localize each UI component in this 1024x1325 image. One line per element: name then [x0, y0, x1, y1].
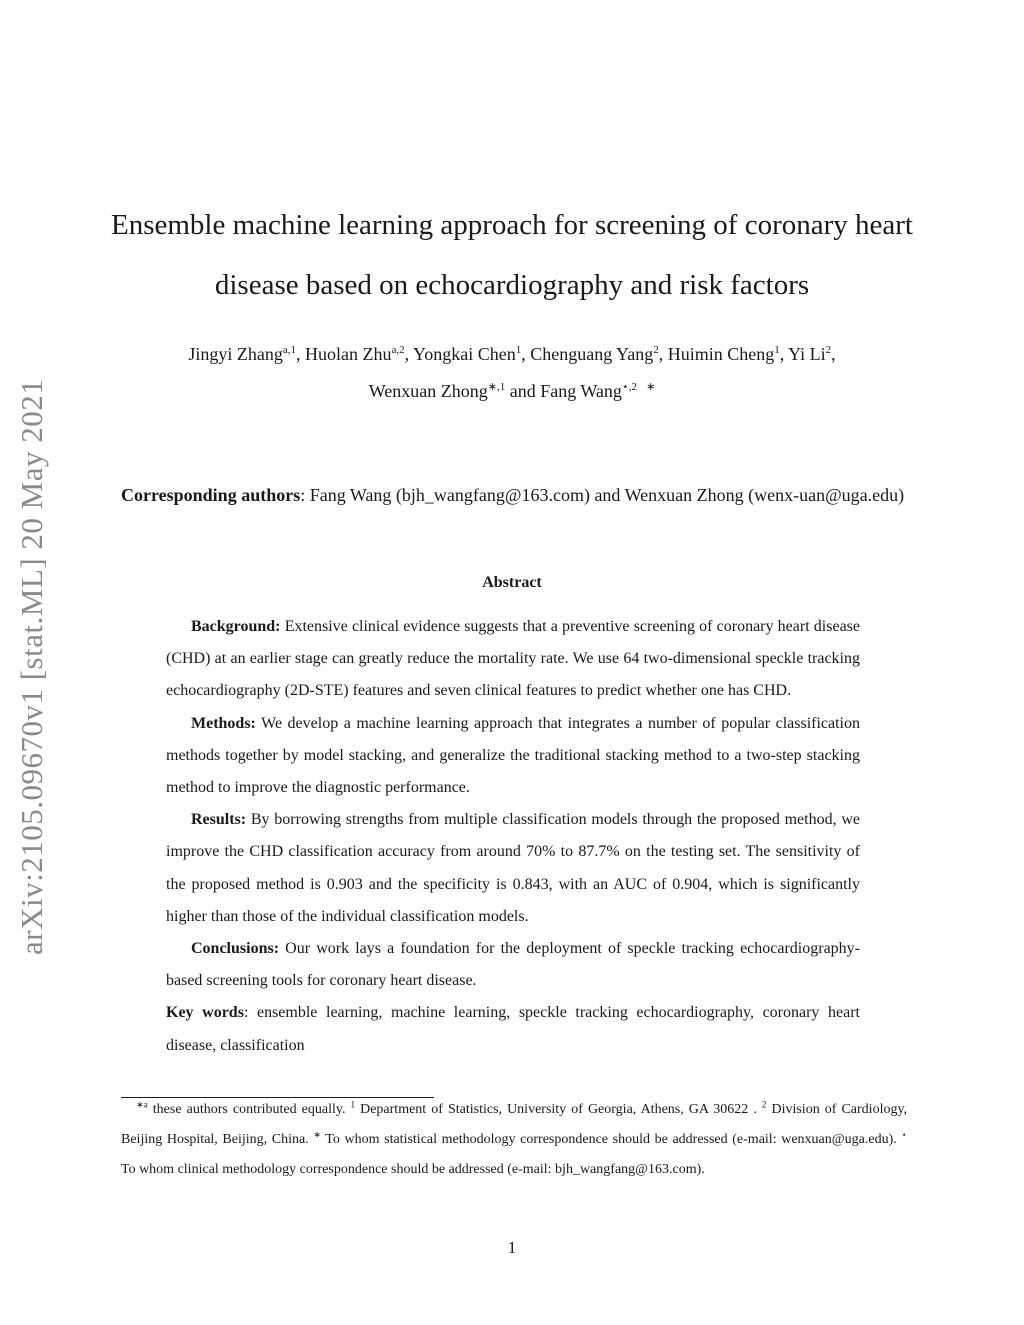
author-name: Huimin Cheng [667, 344, 775, 364]
author-name: Jingyi Zhang [188, 344, 283, 364]
author-name: Yi Li [788, 344, 826, 364]
author-name: Chenguang Yang [530, 344, 654, 364]
footnote-mark: ∗ [313, 1129, 321, 1140]
section-label: Results: [191, 811, 247, 829]
author-affiliation-mark: ⋆,2 [621, 381, 638, 393]
footnote-text: To whom clinical methodology correspondence should be addressed (e-mail: bjh_wangfang@163.com). [121, 1162, 705, 1177]
corresponding-authors-text: : Fang Wang (bjh_wangfang@163.com) and Wenxuan Zhong (wenx-uan@uga.edu) [300, 485, 905, 505]
abstract-keywords [166, 997, 860, 1061]
section-text: We develop a machine learning approach that integrates a number of popular classification methods together by model stacking, and generalize the traditional stacking method to a two-step stacking method to improve the diagnostic performance. [166, 714, 861, 797]
abstract-body [166, 611, 860, 1062]
author-affiliation-mark: 1 [774, 344, 780, 356]
page-number: 1 [507, 1238, 517, 1257]
section-label: Background: [191, 618, 281, 635]
abstract-conclusions [166, 933, 860, 997]
author-affiliation-mark: 1 [515, 344, 522, 356]
author-list: Jingyi Zhang$^{a,1}$, Huolan Zhu$^{a,2}$, Yongkai Chen$^1$, Chenguang Yang$^2$, Huimin Cheng$^1$, Yi Li$^2$, Wenxuan Zhong$^{∗,1}$ and Fang Wang$^{⋆,2}$ ∗ [188, 344, 836, 401]
author-name: Wenxuan Zhong [368, 381, 488, 401]
abstract-background [166, 611, 860, 708]
footnote-mark: ⋆ [901, 1129, 908, 1140]
author-affiliation-mark: a,1 [282, 344, 297, 356]
footnote-mark: ∗a [136, 1099, 148, 1110]
footnote-mark: 2 [761, 1099, 767, 1110]
corresponding-authors-label: Corresponding authors [121, 485, 301, 505]
author-name: Fang Wang [540, 381, 622, 401]
author-affiliation-mark: 2 [653, 344, 659, 356]
corresponding-authors [121, 477, 907, 514]
footnote-text: Division of Cardiology, Beijing Hospital, Beijing, China. [121, 1102, 908, 1147]
section-label: Key words [166, 1004, 244, 1022]
footnote-text: To whom statistical methodology correspondence should be addressed (e-mail: wenxuan@uga.edu). [325, 1132, 897, 1147]
author-footnote-mark: ∗ [646, 381, 656, 393]
author-name: Huolan Zhu [305, 344, 392, 364]
author-affiliation-mark: ∗,1 [487, 381, 506, 393]
section-label: Methods: [191, 714, 256, 732]
footnote-text: Department of Statistics, University of Georgia, Athens, GA 30622 . [360, 1102, 757, 1117]
author-affiliation-mark: a,2 [391, 344, 405, 356]
paper-title: Ensemble machine learning approach for screening of coronary heart disease based on echocardiography and risk factors [111, 209, 913, 301]
abstract-results [166, 804, 860, 933]
author-affiliation-mark: 2 [825, 344, 832, 356]
section-label: Conclusions: [191, 940, 280, 958]
footnote-mark: 1 [350, 1099, 356, 1110]
section-text: Extensive clinical evidence suggests that a preventive screening of coronary heart disease (CHD) at an earlier stage can greatly reduce the mortality rate. We use 64 two-dimensional speckle tracking echocardiography (2D-STE) features and seven clinical features to predict whether one has CHD. [166, 618, 861, 700]
author-name: Yongkai Chen [413, 344, 516, 364]
section-text: : ensemble learning, machine learning, speckle tracking echocardiography, coronary heart disease, classification [166, 1004, 861, 1054]
section-text: Our work lays a foundation for the deployment of speckle tracking echocardiography-based screening tools for coronary heart disease. [166, 940, 860, 990]
section-text: By borrowing strengths from multiple classification models through the proposed method, we improve the CHD classification accuracy from around 70% to 87.7% on the testing set. The sensitivity of the proposed method is 0.903 and the specificity is 0.843, with an AUC of 0.904, which is significantly higher than those of the individual classification models. [166, 811, 860, 925]
arxiv-identifier-stamp: arXiv:2105.09670v1 [stat.ML] 20 May 2021 [14, 378, 49, 955]
author-conjunction: and [509, 381, 536, 401]
footnote-text: these authors contributed equally. [152, 1102, 346, 1117]
abstract-heading: Abstract [482, 574, 542, 591]
footnotes [121, 1095, 907, 1185]
abstract-methods [166, 708, 860, 805]
